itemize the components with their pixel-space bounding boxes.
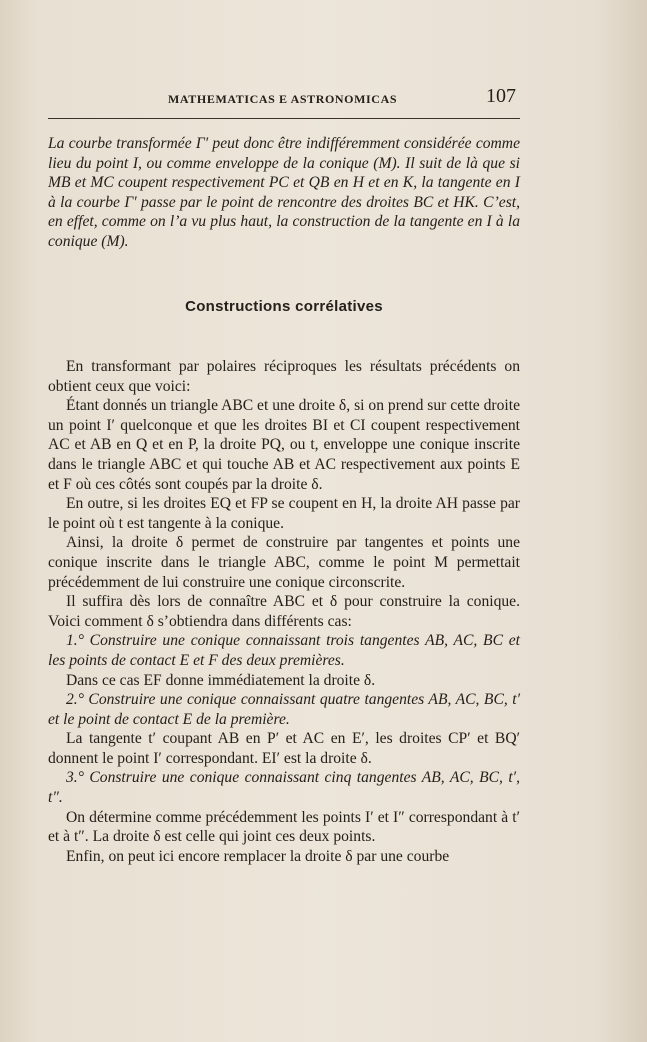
paragraph: 2.° Construire une conique connaissant quatre tangentes AB, AC, BC, t′ et le point de contact E de la première. (48, 691, 520, 728)
paragraph: Il suffira dès lors de connaître ABC et δ pour construire la conique. Voici comment δ s’obtiendra dans différents cas: (48, 593, 520, 630)
paragraph: Ainsi, la droite δ permet de construire par tangentes et points une conique inscrite dans le triangle ABC, comme le point M permettait précédemment de lui construire une conique circonscrite. (48, 534, 520, 591)
paragraph: En transformant par polaires réciproques les résultats précédents on obtient ceux que voici: (48, 358, 520, 395)
opening-paragraph (48, 134, 520, 252)
page-number: 107 (486, 85, 516, 107)
paragraph: En outre, si les droites EQ et FP se coupent en H, la droite AH passe par le point où t est tangente à la conique. (48, 495, 520, 532)
paragraph: 3.° Construire une conique connaissant cinq tangentes AB, AC, BC, t′, t″. (48, 769, 520, 807)
paragraph: On détermine comme précédemment les points I′ et I″ correspondant à t′ et à t″. La droite δ est celle qui joint ces deux points. (48, 808, 520, 846)
main-text (48, 357, 520, 866)
page-header (48, 85, 520, 115)
paragraph: Étant donnés un triangle ABC et une droite δ, si on prend sur cette droite un point I′ quelconque et que les droites BI et CI coupent respectivement AC et AB en Q et en P, la droite PQ, ou t, enveloppe une conique inscrite dans le triangle ABC et qui touche AB et AC respectivement aux points E et F où ces côtés sont coupés par la droite δ. (48, 397, 520, 493)
paragraph: Dans ce cas EF donne immédiatement la droite δ. (66, 671, 376, 689)
paragraph: Enfin, on peut ici encore remplacer la droite δ par une courbe (66, 847, 450, 865)
paragraph: La tangente t′ coupant AB en P′ et AC en E′, les droites CP′ et BQ′ donnent le point I′ correspondant. EI′ est la droite δ. (48, 730, 520, 767)
header-rule (48, 118, 520, 119)
running-title: MATHEMATICAS E ASTRONOMICAS (168, 92, 398, 106)
section-heading: Constructions corrélatives (185, 298, 383, 315)
paragraph: 1.° Construire une conique connaissant trois tangentes AB, AC, BC et les points de contact E et F des deux premières. (48, 632, 520, 669)
paragraph: La courbe transformée Γ′ peut donc être indifféremment considérée comme lieu du point I, ou comme enveloppe de la conique (M). Il suit de là que si MB et MC coupent respectivement PC et QB en H et en K, la tangente en I à la courbe Γ′ passe par le point de rencontre des droites BC et HK. C’est, en effet, comme on l’a vu plus haut, la construction de la tangente en I à la conique (M). (48, 135, 520, 250)
